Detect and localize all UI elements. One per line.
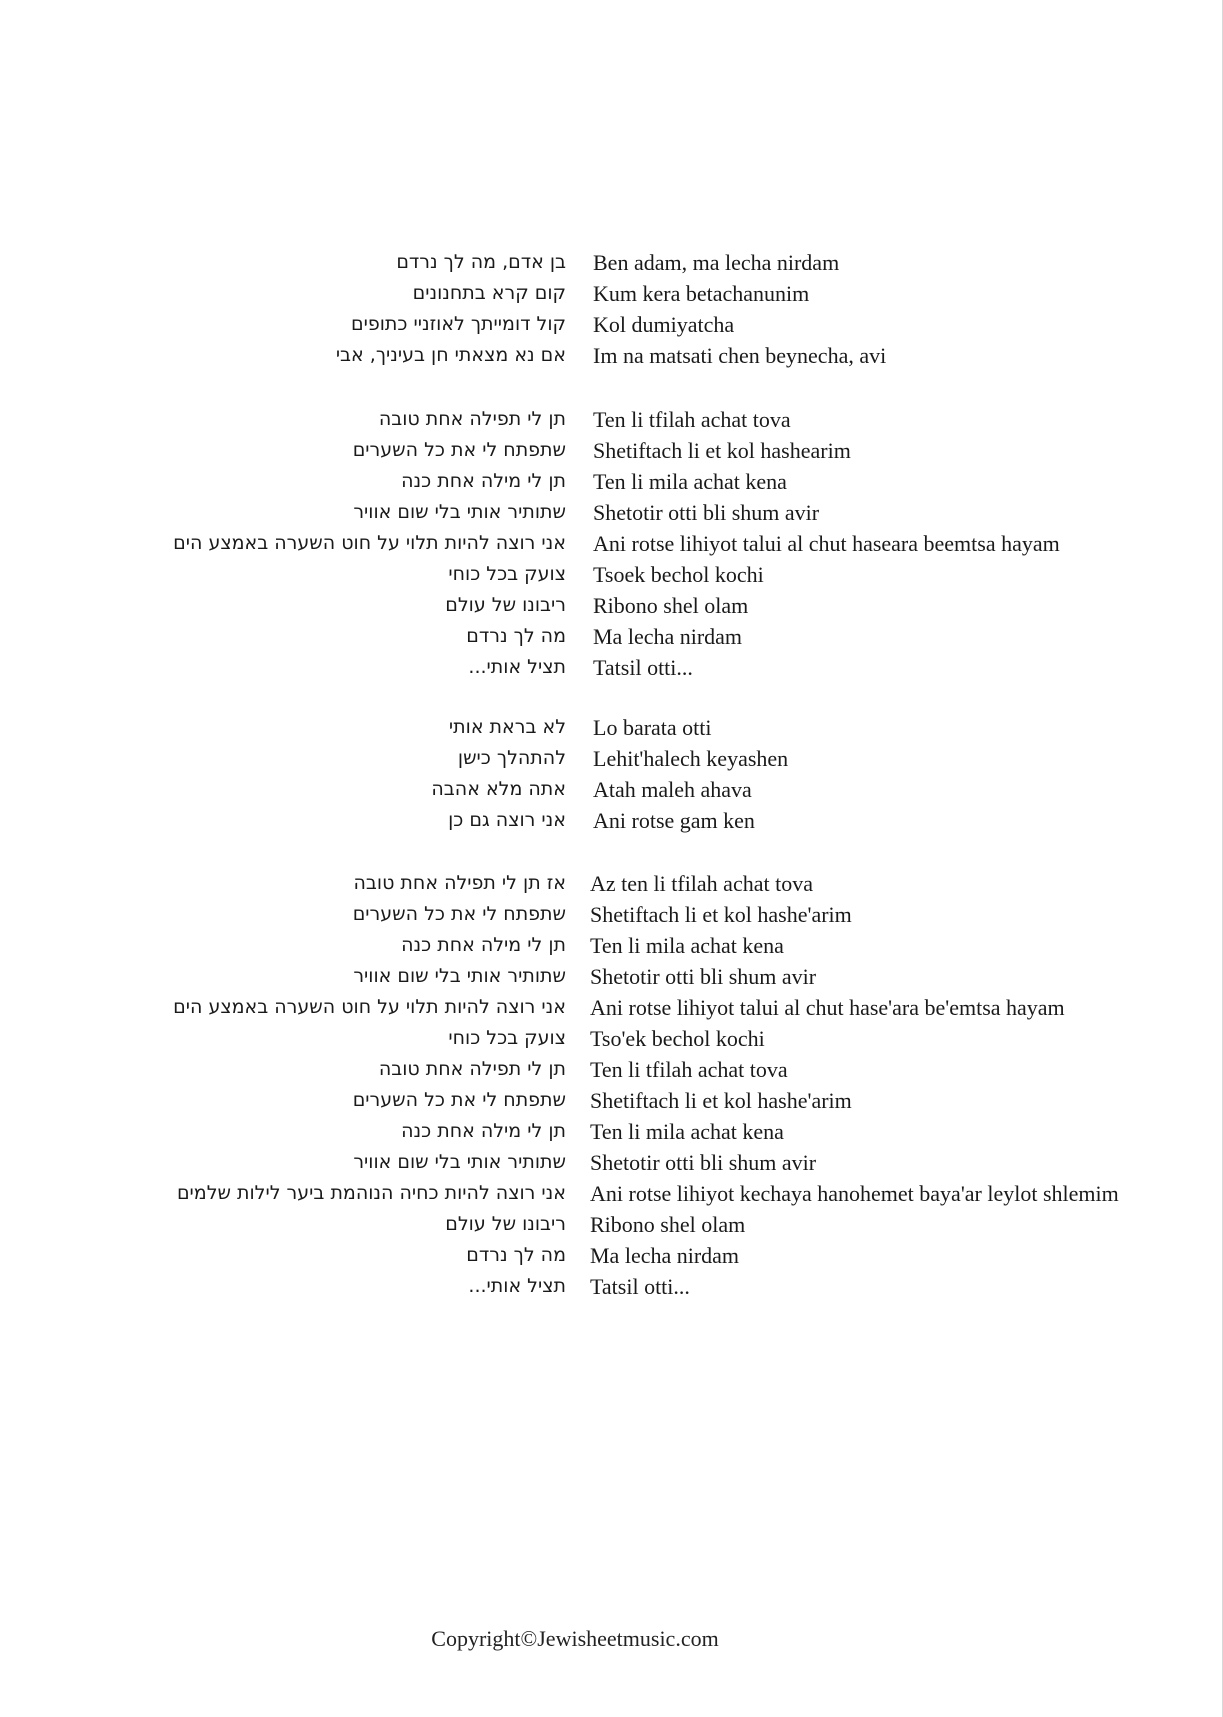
transliteration-lyric: Tsoek bechol kochi	[593, 562, 764, 587]
transliteration-lyric: Ani rotse gam ken	[593, 808, 755, 833]
hebrew-lyric: ריבונו של עולם	[445, 594, 566, 616]
lyric-line	[0, 743, 1223, 774]
transliteration-lyric: Ani rotse lihiyot talui al chut hase'ara be'emtsa hayam	[590, 995, 1065, 1020]
stanza-4	[0, 868, 1223, 1302]
hebrew-lyric: אתה מלא אהבה	[431, 778, 566, 800]
hebrew-lyric: אני רוצה להיות תלוי על חוט השערה באמצע הים	[173, 996, 566, 1018]
hebrew-lyric: שתותיר אותי בלי שום אוויר	[353, 501, 566, 523]
lyric-line	[0, 712, 1223, 743]
lyric-line	[0, 1271, 1223, 1302]
hebrew-lyric: שתפתח לי את כל השערים	[352, 1089, 566, 1111]
hebrew-lyric: בן אדם, מה לך נרדם	[396, 251, 566, 273]
hebrew-lyric: תן לי מילה אחת כנה	[401, 470, 566, 492]
transliteration-lyric: Tatsil otti...	[590, 1274, 690, 1299]
transliteration-lyric: Atah maleh ahava	[593, 777, 752, 802]
lyric-line	[0, 466, 1223, 497]
lyric-line	[0, 340, 1223, 371]
transliteration-lyric: Ribono shel olam	[590, 1212, 746, 1237]
hebrew-lyric: אני רוצה להיות כחיה הנוהמת ביער לילות שלמים	[176, 1182, 566, 1204]
transliteration-lyric: Shetotir otti bli shum avir	[590, 1150, 817, 1175]
hebrew-lyric: אני רוצה גם כן	[448, 809, 566, 831]
lyric-line	[0, 774, 1223, 805]
transliteration-lyric: Tso'ek bechol kochi	[590, 1026, 765, 1051]
hebrew-lyric: תן לי תפילה אחת טובה	[378, 408, 566, 430]
hebrew-lyric: תן לי מילה אחת כנה	[401, 1120, 566, 1142]
hebrew-lyric: ריבונו של עולם	[445, 1213, 566, 1235]
lyric-line	[0, 278, 1223, 309]
lyric-line	[0, 930, 1223, 961]
hebrew-lyric: צועק בכל כוחי	[448, 1027, 566, 1049]
hebrew-lyric: אם נא מצאתי חן בעיניך, אבי	[335, 344, 566, 366]
transliteration-lyric: Kum kera betachanunim	[593, 281, 810, 306]
hebrew-lyric: מה לך נרדם	[466, 1244, 566, 1266]
hebrew-lyric: תן לי מילה אחת כנה	[401, 934, 566, 956]
lyric-line	[0, 1240, 1223, 1271]
hebrew-lyric: מה לך נרדם	[466, 625, 566, 647]
transliteration-lyric: Kol dumiyatcha	[593, 312, 735, 337]
lyric-line	[0, 590, 1223, 621]
transliteration-lyric: Shetiftach li et kol hashe'arim	[590, 1088, 852, 1113]
lyric-line	[0, 1085, 1223, 1116]
lyric-line	[0, 899, 1223, 930]
hebrew-lyric: אז תן לי תפילה אחת טובה	[353, 872, 566, 894]
lyric-line	[0, 805, 1223, 836]
transliteration-lyric: Ribono shel olam	[593, 593, 749, 618]
lyric-line	[0, 528, 1223, 559]
lyric-line	[0, 497, 1223, 528]
hebrew-lyric: קום קרא בתחנונים	[412, 282, 566, 304]
hebrew-lyric: שתפתח לי את כל השערים	[352, 439, 566, 461]
transliteration-lyric: Shetiftach li et kol hashe'arim	[590, 902, 852, 927]
transliteration-lyric: Ani rotse lihiyot talui al chut haseara beemtsa hayam	[593, 531, 1060, 556]
transliteration-lyric: Shetiftach li et kol hashearim	[593, 438, 851, 463]
transliteration-lyric: Ten li mila achat kena	[590, 933, 784, 958]
lyric-line	[0, 559, 1223, 590]
transliteration-lyric: Ten li tfilah achat tova	[590, 1057, 788, 1082]
lyric-line	[0, 435, 1223, 466]
hebrew-lyric: קול דומייתך לאוזניי כתופים	[350, 313, 566, 335]
lyric-line	[0, 1178, 1223, 1209]
lyric-line	[0, 1209, 1223, 1240]
hebrew-lyric: להתהלך כישן	[457, 747, 566, 769]
transliteration-lyric: Im na matsati chen beynecha, avi	[593, 343, 887, 368]
lyric-line	[0, 309, 1223, 340]
hebrew-lyric: שתותיר אותי בלי שום אוויר	[353, 965, 566, 987]
hebrew-lyric: תן לי תפילה אחת טובה	[378, 1058, 566, 1080]
transliteration-lyric: Tatsil otti...	[593, 655, 693, 680]
lyric-line	[0, 1054, 1223, 1085]
transliteration-lyric: Ma lecha nirdam	[593, 624, 743, 649]
hebrew-lyric: אני רוצה להיות תלוי על חוט השערה באמצע הים	[173, 532, 566, 554]
lyric-line	[0, 621, 1223, 652]
stanza-2	[0, 404, 1223, 683]
transliteration-lyric: Az ten li tfilah achat tova	[590, 871, 813, 896]
lyric-line	[0, 992, 1223, 1023]
lyric-line	[0, 1147, 1223, 1178]
hebrew-lyric: תציל אותי...	[468, 1275, 566, 1297]
lyric-line	[0, 1023, 1223, 1054]
stanza-3	[0, 712, 1223, 836]
transliteration-lyric: Shetotir otti bli shum avir	[593, 500, 820, 525]
transliteration-lyric: Shetotir otti bli shum avir	[590, 964, 817, 989]
hebrew-lyric: צועק בכל כוחי	[448, 563, 566, 585]
lyric-line	[0, 1116, 1223, 1147]
hebrew-lyric: לא בראת אותי	[448, 716, 566, 738]
transliteration-lyric: Ten li tfilah achat tova	[593, 407, 791, 432]
transliteration-lyric: Ten li mila achat kena	[590, 1119, 784, 1144]
transliteration-lyric: Ben adam, ma lecha nirdam	[593, 250, 840, 275]
stanza-1	[0, 247, 1223, 371]
transliteration-lyric: Lehit'halech keyashen	[593, 746, 789, 771]
lyric-line	[0, 247, 1223, 278]
lyric-line	[0, 961, 1223, 992]
transliteration-lyric: Ten li mila achat kena	[593, 469, 787, 494]
lyric-line	[0, 868, 1223, 899]
copyright-footer: Copyright©Jewisheetmusic.com	[431, 1626, 719, 1651]
transliteration-lyric: Lo barata otti	[593, 715, 712, 740]
hebrew-lyric: שתותיר אותי בלי שום אוויר	[353, 1151, 566, 1173]
transliteration-lyric: Ma lecha nirdam	[590, 1243, 740, 1268]
transliteration-lyric: Ani rotse lihiyot kechaya hanohemet baya'ar leylot shlemim	[590, 1181, 1119, 1206]
lyric-line	[0, 404, 1223, 435]
hebrew-lyric: שתפתח לי את כל השערים	[352, 903, 566, 925]
hebrew-lyric: תציל אותי...	[468, 656, 566, 678]
lyric-line	[0, 652, 1223, 683]
